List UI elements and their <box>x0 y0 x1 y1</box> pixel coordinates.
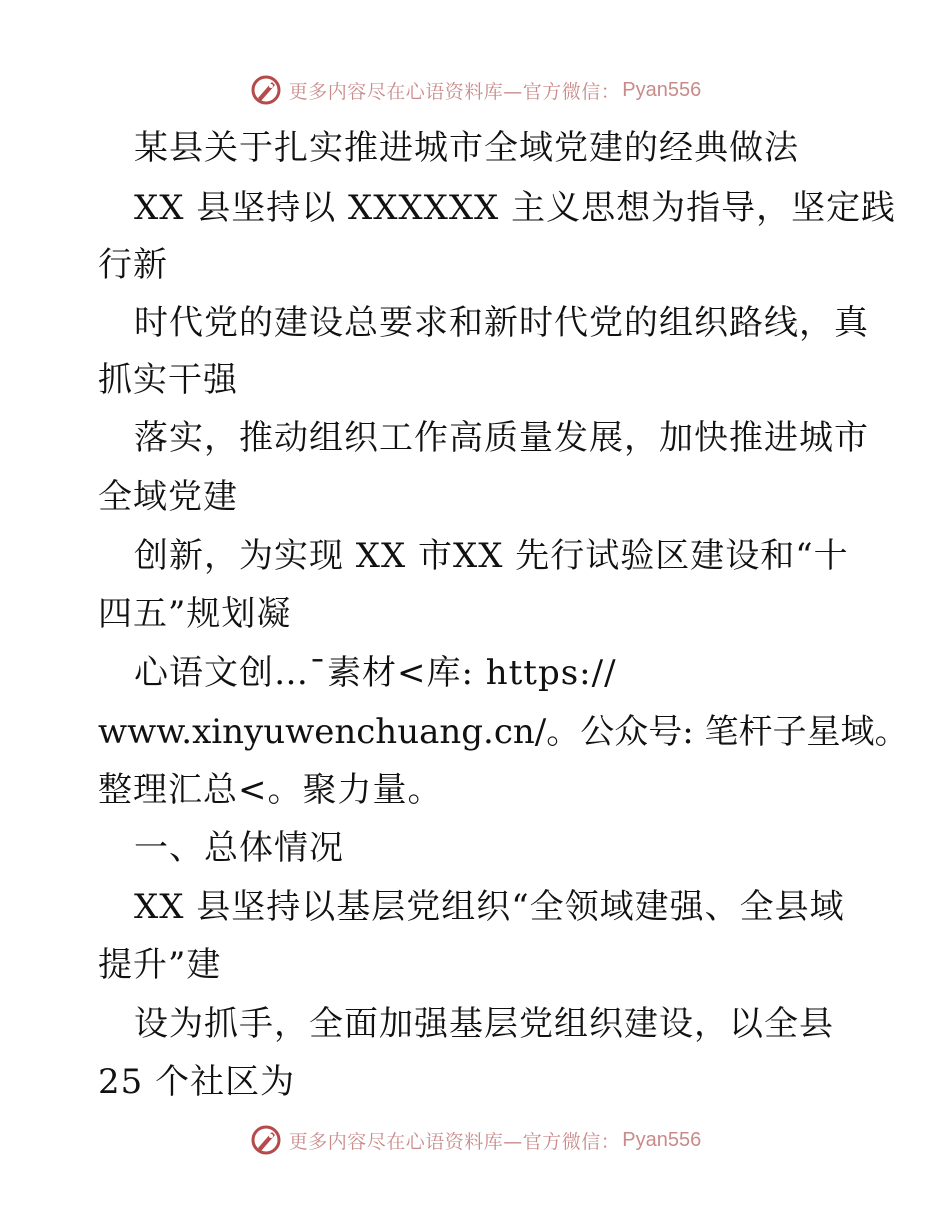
watermark-header <box>0 70 950 110</box>
watermark-text: 更多内容尽在心语资料库—官方微信： <box>288 1130 621 1153</box>
doc-line: 落实，推动组织工作高质量发展，加快推进城市 <box>134 418 869 458</box>
doc-line: 时代党的建设总要求和新时代党的组织路线，真 <box>134 303 869 343</box>
doc-line: 创新，为实现 XX 市XX 先行试验区建设和“十 <box>134 536 849 576</box>
doc-line: 心语文创…¯素材<库: https:// <box>134 653 617 693</box>
watermark-content <box>249 1123 701 1157</box>
doc-line: 全域党建 <box>98 477 238 517</box>
doc-line: 抓实干强 <box>98 360 238 400</box>
doc-line: 提升”建 <box>98 945 222 985</box>
watermark-footer <box>0 1120 950 1160</box>
doc-line: 设为抓手，全面加强基层党组织建设，以全县 <box>134 1004 834 1044</box>
doc-line: 整理汇总<。聚力量。 <box>98 770 443 810</box>
section-heading: 一、总体情况 <box>134 828 344 868</box>
doc-title: 某县关于扎实推进城市全域党建的经典做法 <box>134 128 799 168</box>
watermark-wechat-id: Pyan556 <box>622 1128 702 1151</box>
watermark-wechat-id: Pyan556 <box>622 78 702 101</box>
doc-line: XX 县坚持以基层党组织“全领域建强、全县域 <box>134 887 845 927</box>
watermark-content <box>249 73 701 107</box>
pen-logo-icon <box>249 1123 283 1157</box>
doc-line: 25 个社区为 <box>98 1062 296 1102</box>
doc-line: XX 县坚持以 XXXXXX 主义思想为指导，坚定践 <box>134 188 897 228</box>
doc-line: www.xinyuwenchuang.cn/。公众号: 笔杆子星域。 <box>98 712 909 752</box>
watermark-text: 更多内容尽在心语资料库—官方微信： <box>288 80 621 103</box>
doc-line: 四五”规划凝 <box>98 594 292 634</box>
doc-line: 行新 <box>98 245 168 285</box>
pen-logo-icon <box>249 73 283 107</box>
